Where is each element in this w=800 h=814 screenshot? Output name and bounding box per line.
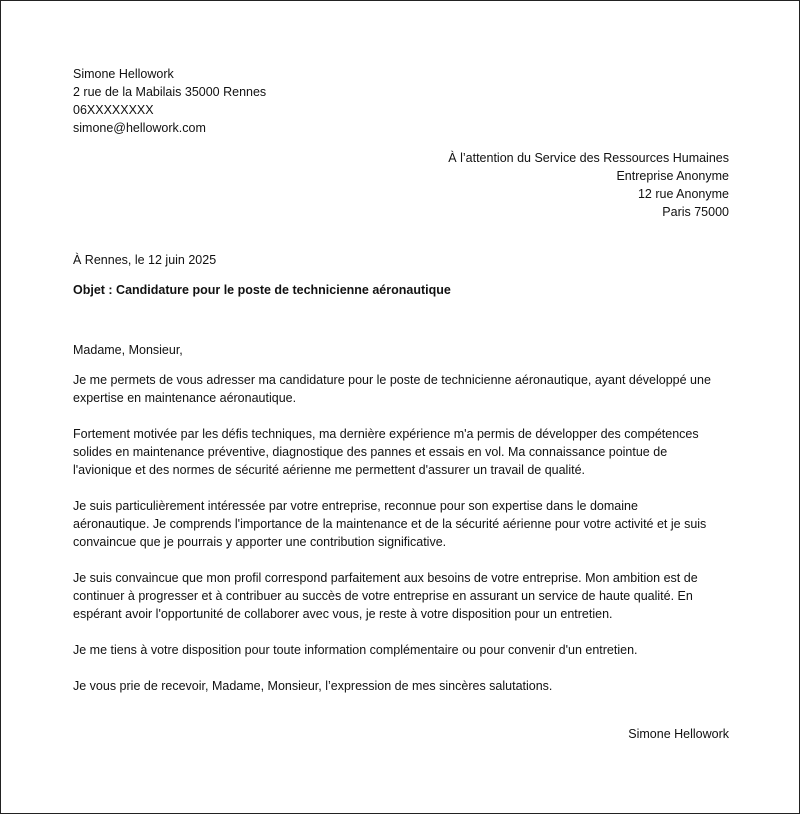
paragraph-line: Je me tiens à votre disposition pour toute information complémentaire ou pour convenir d'un entretien. (73, 643, 638, 657)
body-paragraph (73, 569, 729, 623)
recipient-block (73, 149, 729, 221)
date-line: À Rennes, le 12 juin 2025 (73, 253, 217, 267)
signature: Simone Hellowork (628, 727, 729, 741)
greeting: Madame, Monsieur, (73, 343, 183, 357)
body-paragraph (73, 425, 729, 479)
paragraph-line: l'avionique et des normes de sécurité aérienne me permettent d'assurer un travail de qualité. (73, 463, 586, 477)
subject-line: Objet : Candidature pour le poste de technicienne aéronautique (73, 283, 451, 297)
recipient-attention: À l’attention du Service des Ressources Humaines (448, 151, 729, 165)
paragraph-line: continuer à progresser et à contribuer au succès de votre entreprise en assurant un service de haute qualité. En (73, 589, 693, 603)
body-paragraph (73, 641, 729, 659)
paragraph-line: Je vous prie de recevoir, Madame, Monsieur, l’expression de mes sincères salutations. (73, 679, 553, 693)
recipient-city: Paris 75000 (662, 205, 729, 219)
paragraph-line: Je me permets de vous adresser ma candidature pour le poste de technicienne aéronautique, ayant développé une (73, 373, 711, 387)
recipient-street: 12 rue Anonyme (637, 187, 729, 201)
recipient-company: Entreprise Anonyme (616, 169, 729, 183)
paragraph-line: convaincue que je pourrais y apporter une contribution significative. (73, 535, 447, 549)
paragraph-line: expertise en maintenance aéronautique. (73, 391, 297, 405)
sender-email: simone@hellowork.com (73, 121, 206, 135)
body-paragraph (73, 371, 729, 407)
letter-content (73, 65, 729, 743)
closing-paragraph (73, 677, 729, 695)
sender-block (73, 65, 729, 137)
paragraph-line: aéronautique. Je comprends l'importance de la maintenance et de la sécurité aérienne pour votre activité et je suis (73, 517, 707, 531)
paragraph-line: solides en maintenance préventive, diagnostique des pannes et essais en vol. Ma connaissance pointue de (73, 445, 668, 459)
paragraph-line: espérant avoir l'opportunité de collaborer avec vous, je reste à votre disposition pour un entretien. (73, 607, 613, 621)
sender-name: Simone Hellowork (73, 67, 174, 81)
paragraph-line: Je suis convaincue que mon profil correspond parfaitement aux besoins de votre entreprise. Mon ambition est de (73, 571, 698, 585)
paragraph-line: Je suis particulièrement intéressée par votre entreprise, reconnue pour son expertise dans le domaine (73, 499, 638, 513)
sender-address: 2 rue de la Mabilais 35000 Rennes (73, 85, 267, 99)
body-paragraph (73, 497, 729, 551)
sender-phone: 06XXXXXXXX (73, 103, 154, 117)
paragraph-line: Fortement motivée par les défis techniques, ma dernière expérience m'a permis de développer des compétences (73, 427, 699, 441)
